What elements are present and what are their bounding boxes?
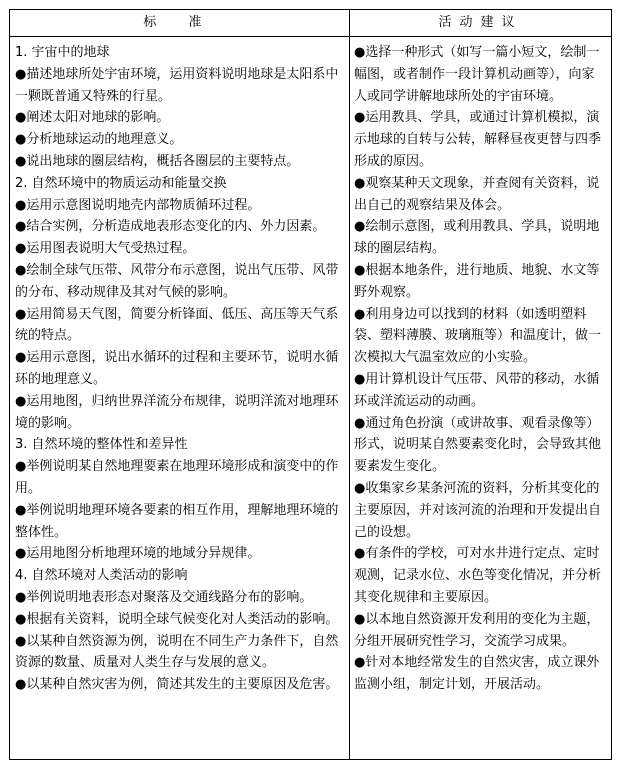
standard-item: ●运用地图，归纳世界洋流分布规律，说明洋流对地理环境的影响。 (15, 393, 339, 431)
header-standards: 标 准 (143, 15, 216, 30)
standard-item: ●阐述太阳对地球的影响。 (15, 110, 170, 126)
activity-item: ●选择一种形式（如写一篇小短文，绘制一幅图，或者制作一段计算机动画等），向家人或同学讲解地球所处的宇宙环境。 (354, 45, 600, 104)
standard-item: ●根据有关资料，说明全球气候变化对人类活动的影响。 (15, 611, 339, 627)
standard-item: ●以某种自然资源为例，说明在不同生产力条件下，自然资源的数量、质量对人类生存与发展的意义。 (15, 633, 339, 671)
activity-item: ●针对本地经常发生的自然灾害，成立课外监测小组，制定计划，开展活动。 (354, 655, 600, 693)
activity-item: ●收集家乡某条河流的资料，分析其变化的主要原因，并对该河流的治理和开发提出自己的设想。 (354, 480, 602, 540)
standard-section-heading: 3. 自然环境的整体性和差异性 (15, 437, 188, 453)
standard-item: ●运用示意图，说出水循环的过程和主要环节，说明水循环的地理意义。 (15, 350, 339, 387)
standard-item: ●运用地图分析地理环境的地域分异规律。 (15, 546, 261, 562)
standard-item: ●绘制全球气压带、风带分布示意图，说出气压带、风带的分布、移动规律及其对气候的影响。 (15, 262, 339, 300)
header-activities: 活动建议 (438, 15, 523, 30)
column-divider (349, 10, 350, 759)
standard-item: ●举例说明地表形态对聚落及交通线路分布的影响。 (15, 589, 313, 605)
activity-item: ●通过角色扮演（或讲故事、观看录像等）形式，说明某自然要素变化时，会导致其他要素发生变化。 (354, 415, 602, 475)
activity-item: ●运用教具、学具，或通过计算机模拟，演示地球的自转与公转，解释昼夜更替与四季形成的原因。 (354, 110, 602, 169)
standard-item: ●运用示意图说明地壳内部物质循环过程。 (15, 197, 261, 213)
activity-item: ●绘制示意图，或利用教具、学具，说明地球的圈层结构。 (354, 219, 600, 257)
standard-section-heading: 1. 宇宙中的地球 (15, 45, 110, 60)
standard-item: ●举例说明某自然地理要素在地理环境形成和演变中的作用。 (15, 459, 339, 496)
table-header-row (10, 10, 611, 37)
standard-item: ●运用简易天气图，简要分析锋面、低压、高压等天气系统的特点。 (15, 306, 339, 344)
activity-item: ●用计算机设计气压带、风带的移动，水循环或洋流运动的动画。 (354, 371, 600, 409)
standard-item: ●结合实例，分析造成地表形态变化的内、外力因素。 (15, 219, 326, 235)
activity-item: ●利用身边可以找到的材料（如透明塑料袋、塑料薄膜、玻璃瓶等）和温度计，做一次模拟大气温室效应的小实验。 (354, 306, 602, 366)
activity-item: ●有条件的学校，可对水井进行定点、定时观测，记录水位、水色等变化情况，并分析其变化规律和主要原因。 (354, 546, 602, 605)
standards-column (15, 42, 345, 696)
standard-item: ●分析地球运动的地理意义。 (15, 132, 183, 148)
standard-section-heading: 2. 自然环境中的物质运动和能量交换 (15, 175, 227, 191)
curriculum-table (9, 9, 612, 760)
activity-item: ●观察某种天文现象，并查阅有关资料，说出自己的观察结果及体会。 (354, 175, 600, 213)
standard-item: ●说出地球的圈层结构，概括各圈层的主要特点。 (15, 153, 300, 169)
activity-item: ●以本地自然资源开发利用的变化为主题，分组开展研究性学习，交流学习成果。 (354, 611, 600, 649)
standard-item: ●以某种自然灾害为例，简述其发生的主要原因及危害。 (15, 677, 339, 693)
standard-item: ●描述地球所处宇宙环境，运用资料说明地球是太阳系中一颗既普通又特殊的行星。 (15, 66, 339, 104)
activities-column (354, 42, 606, 696)
standard-item: ●举例说明地理环境各要素的相互作用，理解地理环境的整体性。 (15, 502, 339, 540)
standard-section-heading: 4. 自然环境对人类活动的影响 (15, 568, 188, 584)
standard-item: ●运用图表说明大气受热过程。 (15, 241, 196, 257)
activity-item: ●根据本地条件，进行地质、地貌、水文等野外观察。 (354, 262, 600, 300)
